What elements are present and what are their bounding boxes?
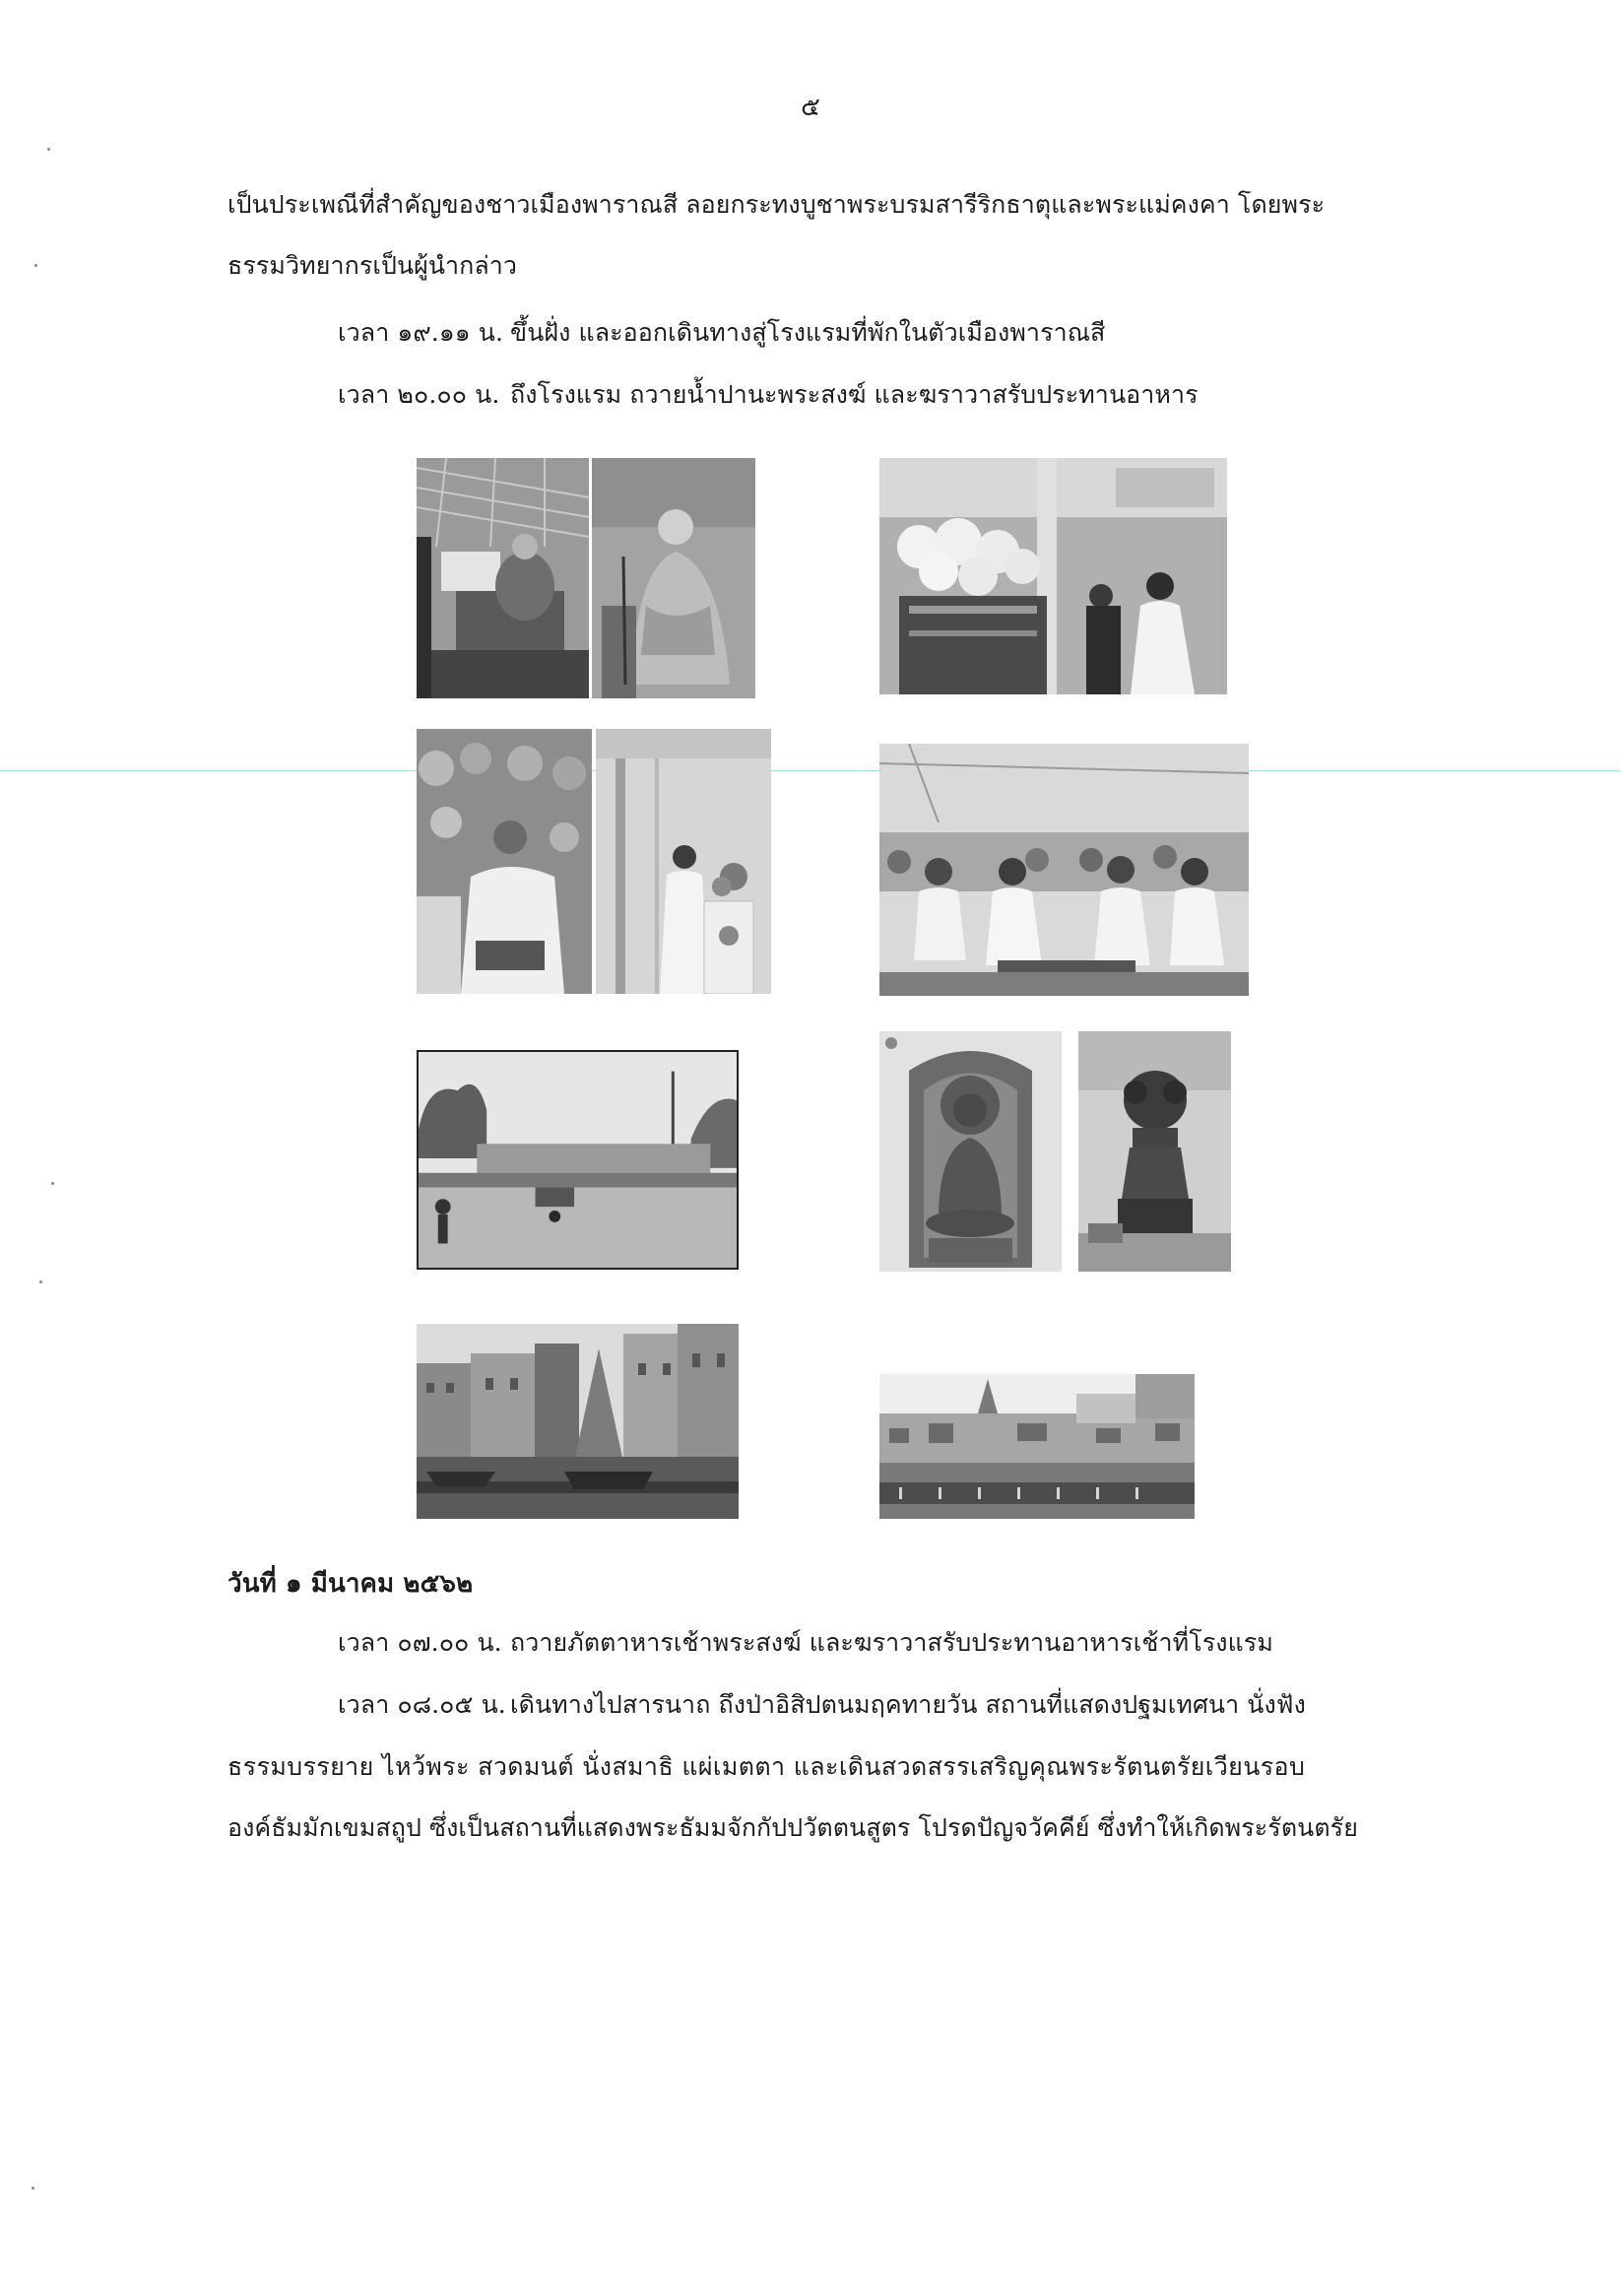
scan-speck — [47, 148, 50, 151]
schedule-time: เวลา ๐๘.๐๕ น. — [338, 1690, 506, 1719]
schedule-text: ถึงโรงแรม ถวายน้ำปานะพระสงฆ์ และฆราวาสรับประทานอาหาร — [510, 380, 1199, 409]
page-number: ๕ — [801, 93, 820, 122]
photo-woman-speaking-flowers — [879, 458, 1227, 694]
scan-artifact-line — [0, 770, 1621, 771]
photo-street-scene-sarnath — [417, 1050, 739, 1270]
photo-woman-at-podium — [596, 729, 771, 994]
schedule-text: ถวายภัตตาหารเช้าพระสงฆ์ และฆราวาสรับประทานอาหารเช้าที่โรงแรม — [510, 1628, 1273, 1657]
photo-varanasi-riverfront — [879, 1374, 1195, 1519]
schedule-text: ขึ้นฝั่ง และออกเดินทางสู่โรงแรมที่พักในตัวเมืองพาราณสี — [510, 318, 1106, 347]
schedule-item — [338, 315, 1105, 351]
photo-seated-delegation — [879, 744, 1249, 996]
photo-lion-capital — [1078, 1031, 1231, 1272]
schedule-item — [338, 377, 1199, 413]
scan-speck — [51, 1182, 54, 1185]
paragraph-line: ธรรมบรรยาย ไหว้พระ สวดมนต์ นั่งสมาธิ แผ่เมตตา และเดินสวดสรรเสริญคุณพระรัตนตรัยเวียนรอบ — [227, 1752, 1306, 1781]
schedule-item — [338, 1687, 1306, 1723]
scan-speck — [39, 1280, 42, 1283]
photo-buddha-statue — [879, 1031, 1062, 1272]
date-heading: วันที่ ๑ มีนาคม ๒๕๖๒ — [227, 1569, 474, 1599]
photo-seated-man-white-suit — [417, 729, 592, 994]
schedule-time: เวลา ๑๙.๑๑ น. — [338, 318, 504, 347]
paragraph-line: เป็นประเพณีที่สำคัญของชาวเมืองพาราณสี ลอยกระทงบูชาพระบรมสารีริกธาตุและพระแม่คงคา โดยพระ — [227, 190, 1326, 219]
photo-monk-at-altar — [417, 458, 589, 698]
schedule-item — [338, 1625, 1273, 1661]
schedule-text: เดินทางไปสารนาถ ถึงป่าอิสิปตนมฤคทายวัน สถานที่แสดงปฐมเทศนา นั่งฟัง — [510, 1690, 1306, 1719]
schedule-time: เวลา ๒๐.๐๐ น. — [338, 380, 500, 409]
scan-speck — [32, 2187, 34, 2190]
scan-speck — [34, 264, 37, 267]
schedule-time: เวลา ๐๗.๐๐ น. — [338, 1628, 502, 1657]
paragraph-line: ธรรมวิทยากรเป็นผู้นำกล่าว — [227, 251, 518, 280]
photo-seated-monk — [592, 458, 755, 698]
paragraph-line: องค์ธัมมักเขมสถูป ซึ่งเป็นสถานที่แสดงพระธัมมจักกัปปวัตตนสูตร โปรดปัญจวัคคีย์ ซึ่งทำให้เกิดพระรัตนตรัย — [227, 1813, 1358, 1842]
photo-ganges-ghats — [417, 1324, 739, 1519]
